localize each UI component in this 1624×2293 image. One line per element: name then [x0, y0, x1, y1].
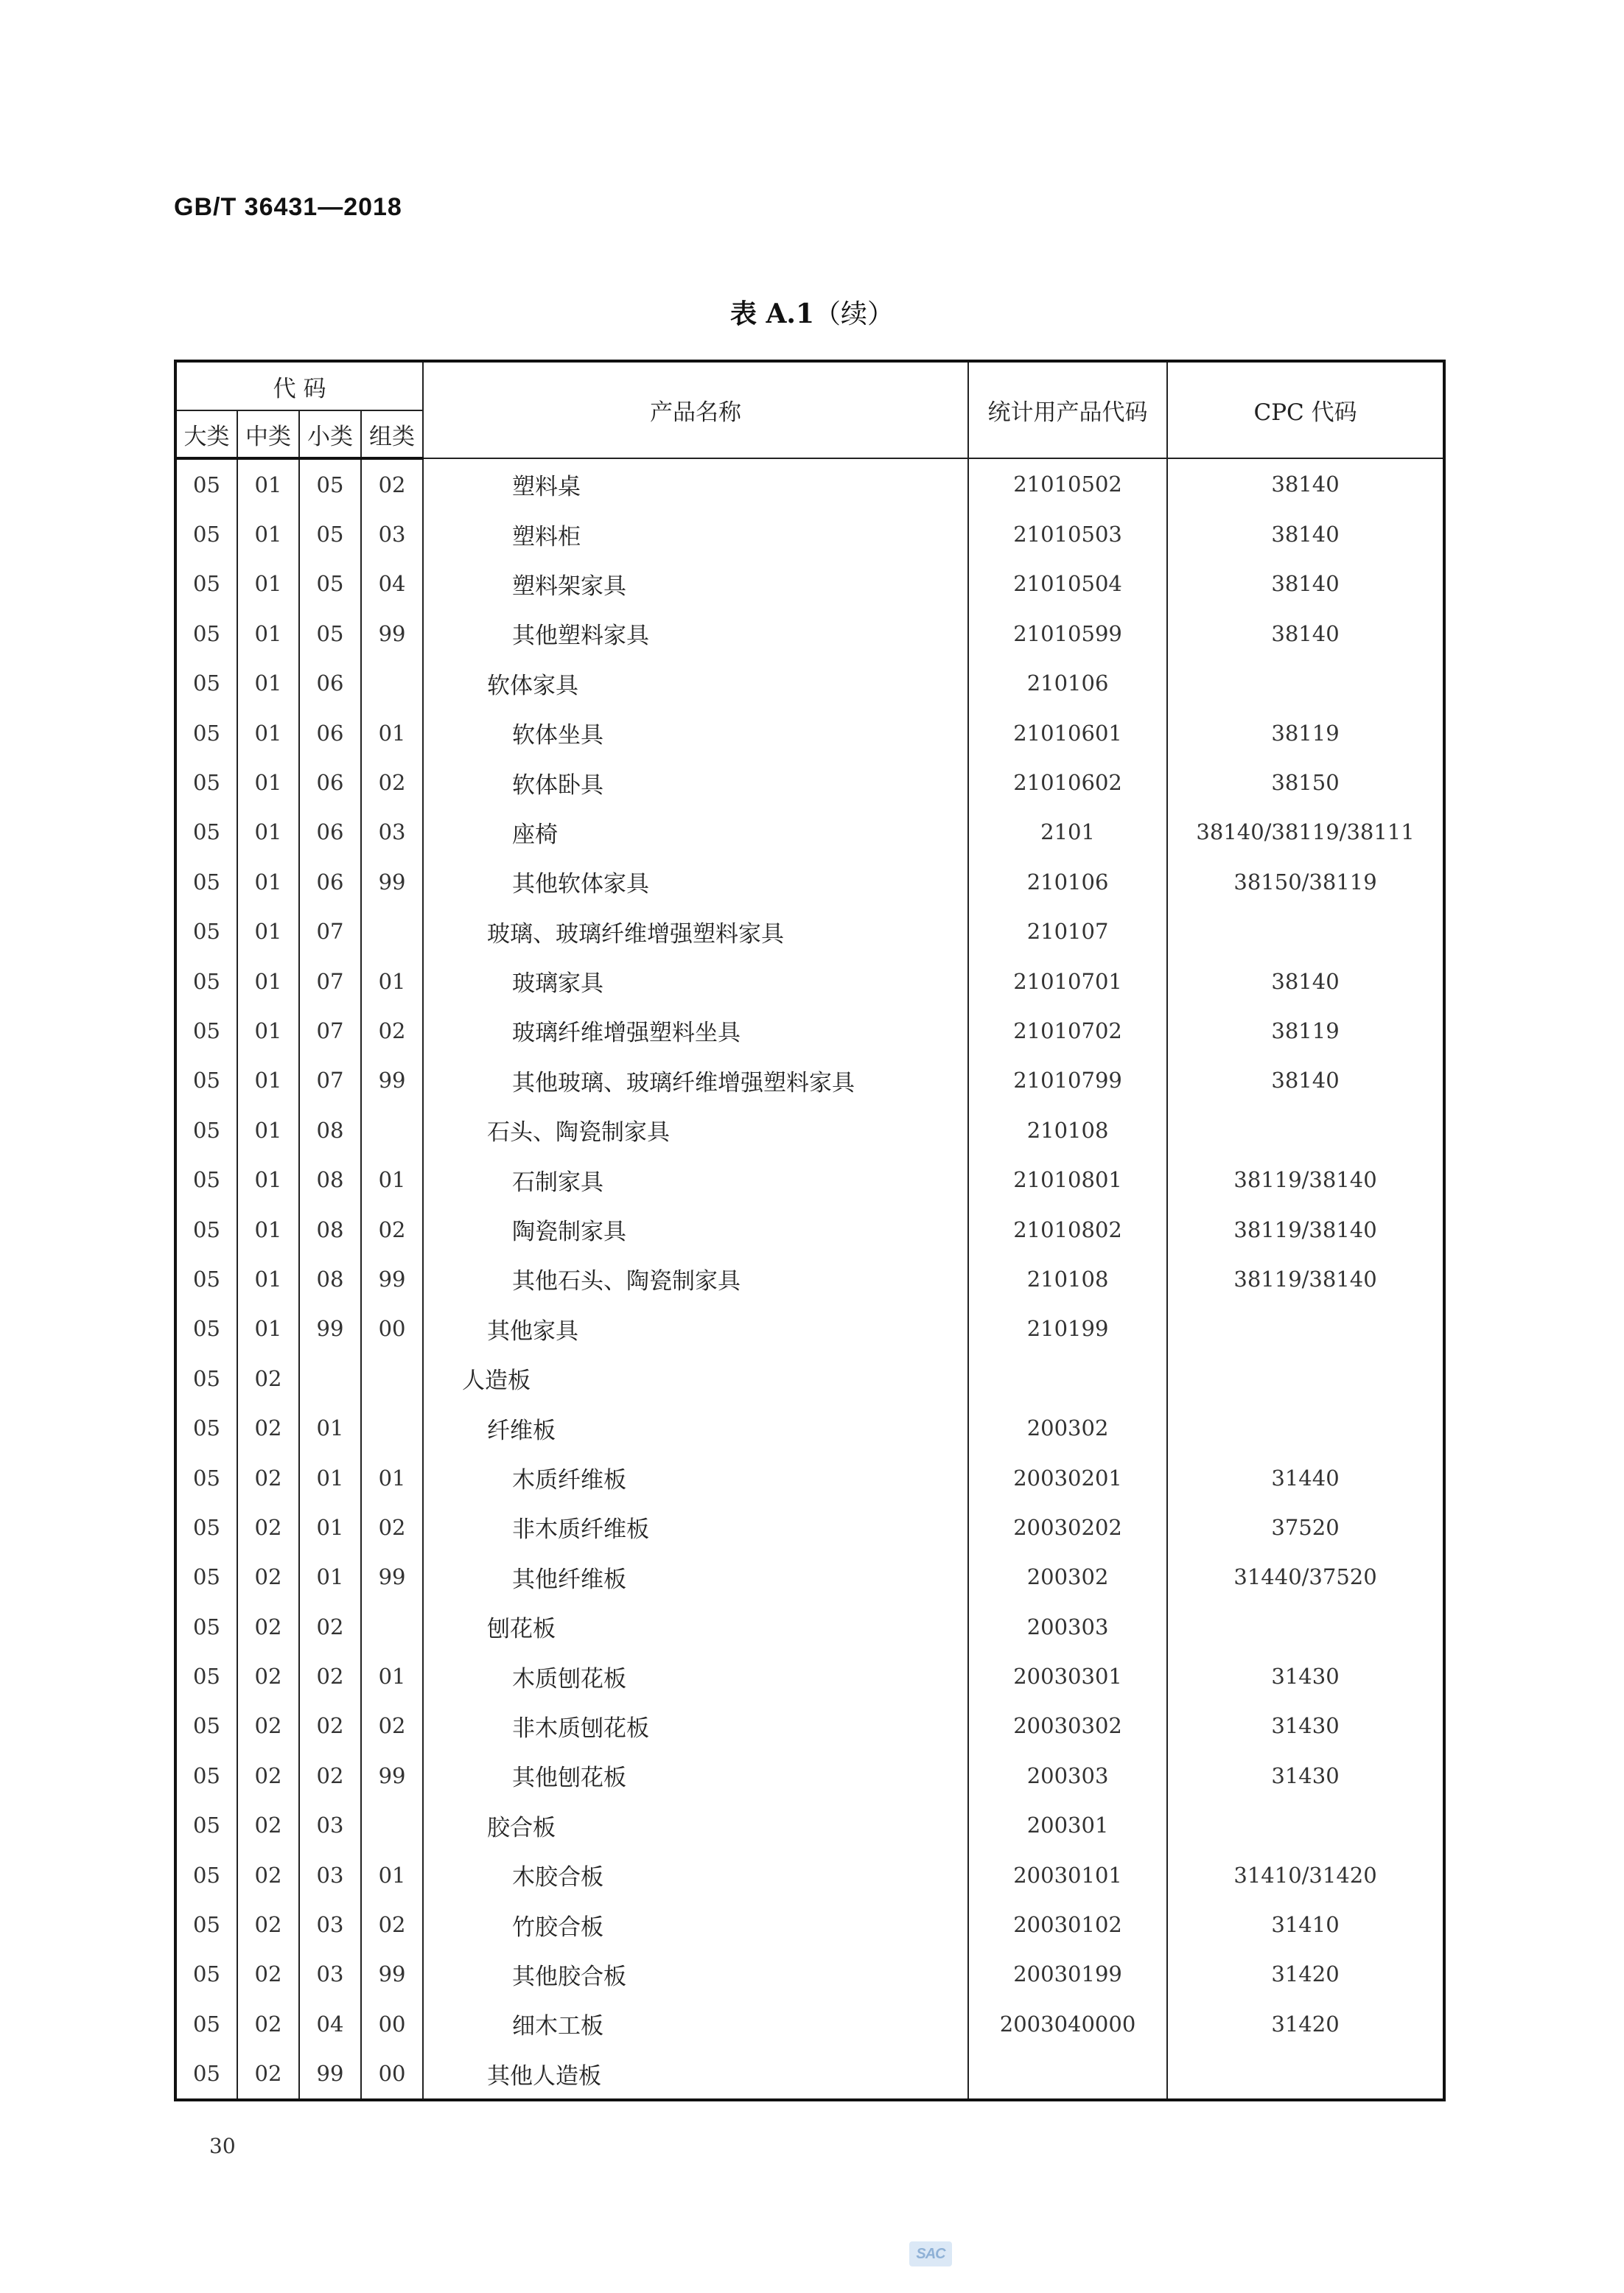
cpc-code-cell: 37520 [1167, 1502, 1444, 1552]
code-major-cell: 05 [175, 559, 237, 609]
product-name-cell: 塑料架家具 [423, 559, 968, 609]
table-title-suffix: （续） [814, 299, 895, 329]
cpc-code-cell [1167, 1105, 1444, 1155]
product-name-cell: 塑料桌 [423, 458, 968, 509]
cpc-code-cell: 31440 [1167, 1453, 1444, 1502]
code-group-cell: 01 [361, 1651, 423, 1701]
code-group-cell: 99 [361, 1254, 423, 1303]
product-name-cell: 玻璃家具 [423, 956, 968, 1006]
code-minor-cell: 07 [299, 907, 361, 956]
cpc-code-cell: 31410/31420 [1167, 1850, 1444, 1900]
code-major-cell: 05 [175, 1552, 237, 1602]
code-medium-cell: 01 [237, 659, 299, 708]
code-major-cell: 05 [175, 708, 237, 757]
product-name-cell: 竹胶合板 [423, 1900, 968, 1949]
table-row [175, 1950, 1444, 1999]
cpc-code-cell: 38119 [1167, 708, 1444, 757]
cpc-code-cell: 38119 [1167, 1006, 1444, 1055]
table-row [175, 1403, 1444, 1452]
product-name-cell: 塑料柜 [423, 509, 968, 559]
code-minor-cell: 01 [299, 1403, 361, 1452]
product-name-cell: 软体家具 [423, 659, 968, 708]
table-row [175, 1602, 1444, 1651]
stat-code-cell [968, 2049, 1167, 2100]
code-minor-cell: 08 [299, 1155, 361, 1204]
table-title-label: 表 A.1 [729, 298, 815, 329]
code-medium-cell: 01 [237, 857, 299, 906]
stat-code-cell: 21010701 [968, 956, 1167, 1006]
stat-code-cell: 200302 [968, 1552, 1167, 1602]
code-major-cell: 05 [175, 1304, 237, 1354]
code-minor-cell: 06 [299, 808, 361, 857]
product-name-header: 产品名称 [423, 361, 968, 458]
code-group-cell: 01 [361, 956, 423, 1006]
code-minor-cell: 99 [299, 1304, 361, 1354]
code-group-cell: 02 [361, 757, 423, 807]
product-name-cell: 玻璃、玻璃纤维增强塑料家具 [423, 907, 968, 956]
code-major-cell: 05 [175, 1999, 237, 2048]
code-group-cell: 02 [361, 1205, 423, 1254]
code-major-cell: 05 [175, 1205, 237, 1254]
product-name-cell: 非木质刨花板 [423, 1701, 968, 1751]
stat-code-cell: 200302 [968, 1403, 1167, 1452]
cpc-code-cell: 31430 [1167, 1751, 1444, 1800]
page-number: 30 [209, 2134, 236, 2158]
product-name-cell: 其他塑料家具 [423, 609, 968, 658]
stat-code-cell: 20030102 [968, 1900, 1167, 1949]
code-medium-cell: 01 [237, 1006, 299, 1055]
code-major-cell: 05 [175, 1006, 237, 1055]
code-group-cell: 02 [361, 458, 423, 509]
code-minor-cell: 05 [299, 559, 361, 609]
table-row [175, 1999, 1444, 2048]
code-major-cell: 05 [175, 1801, 237, 1850]
stat-code-cell: 2101 [968, 808, 1167, 857]
code-medium-cell: 01 [237, 609, 299, 658]
code-medium-cell: 02 [237, 1602, 299, 1651]
code-group-cell [361, 659, 423, 708]
code-minor-cell: 05 [299, 509, 361, 559]
major-header: 大类 [175, 410, 237, 458]
code-medium-cell: 01 [237, 808, 299, 857]
code-medium-cell: 01 [237, 1304, 299, 1354]
table-row [175, 1801, 1444, 1850]
code-minor-cell: 08 [299, 1254, 361, 1303]
product-name-cell: 木胶合板 [423, 1850, 968, 1900]
code-group-cell: 99 [361, 857, 423, 906]
cpc-code-cell: 31420 [1167, 1950, 1444, 1999]
code-major-cell: 05 [175, 1105, 237, 1155]
code-minor-cell: 01 [299, 1502, 361, 1552]
table-row [175, 509, 1444, 559]
stat-code-cell: 20030301 [968, 1651, 1167, 1701]
code-medium-cell: 02 [237, 1502, 299, 1552]
product-name-cell: 座椅 [423, 808, 968, 857]
code-major-cell: 05 [175, 2049, 237, 2100]
code-major-cell: 05 [175, 509, 237, 559]
code-medium-cell: 02 [237, 1850, 299, 1900]
stat-code-cell: 21010799 [968, 1056, 1167, 1105]
code-minor-cell: 07 [299, 1056, 361, 1105]
cpc-code-cell: 38119/38140 [1167, 1205, 1444, 1254]
cpc-code-cell [1167, 1403, 1444, 1452]
code-group-cell: 01 [361, 1850, 423, 1900]
table-row [175, 2049, 1444, 2100]
sac-logo: SAC [909, 2241, 952, 2266]
code-major-cell: 05 [175, 1403, 237, 1452]
product-name-cell: 纤维板 [423, 1403, 968, 1452]
stat-code-cell: 21010503 [968, 509, 1167, 559]
code-medium-cell: 01 [237, 1254, 299, 1303]
code-medium-cell: 01 [237, 757, 299, 807]
cpc-code-cell: 31420 [1167, 1999, 1444, 2048]
code-major-cell: 05 [175, 1751, 237, 1800]
table-row [175, 458, 1444, 509]
code-minor-cell: 06 [299, 659, 361, 708]
stat-code-cell: 21010702 [968, 1006, 1167, 1055]
stat-code-cell: 200303 [968, 1602, 1167, 1651]
cpc-code-cell: 31430 [1167, 1701, 1444, 1751]
code-group-cell [361, 1403, 423, 1452]
product-name-cell: 陶瓷制家具 [423, 1205, 968, 1254]
code-medium-cell: 01 [237, 907, 299, 956]
table-row [175, 708, 1444, 757]
code-group-cell: 03 [361, 509, 423, 559]
code-minor-cell: 08 [299, 1205, 361, 1254]
medium-header: 中类 [237, 410, 299, 458]
table-row [175, 1502, 1444, 1552]
code-minor-cell: 02 [299, 1602, 361, 1651]
table-row [175, 1850, 1444, 1900]
table-row [175, 1701, 1444, 1751]
stat-code-cell: 21010502 [968, 458, 1167, 509]
code-major-cell: 05 [175, 1602, 237, 1651]
code-major-cell: 05 [175, 1056, 237, 1105]
code-group-cell: 01 [361, 708, 423, 757]
cpc-code-cell [1167, 1801, 1444, 1850]
code-major-cell: 05 [175, 1701, 237, 1751]
product-name-cell: 胶合板 [423, 1801, 968, 1850]
stat-code-cell: 200301 [968, 1801, 1167, 1850]
code-minor-cell: 05 [299, 609, 361, 658]
code-medium-cell: 02 [237, 1552, 299, 1602]
code-group-cell: 01 [361, 1453, 423, 1502]
code-minor-cell: 07 [299, 1006, 361, 1055]
stat-code-cell: 210106 [968, 659, 1167, 708]
table-row [175, 1552, 1444, 1602]
code-minor-cell: 05 [299, 458, 361, 509]
product-name-cell: 石头、陶瓷制家具 [423, 1105, 968, 1155]
code-major-cell: 05 [175, 659, 237, 708]
code-major-cell: 05 [175, 1502, 237, 1552]
table-row [175, 559, 1444, 609]
code-group-cell: 00 [361, 2049, 423, 2100]
product-name-cell: 木质刨花板 [423, 1651, 968, 1701]
code-group-cell: 02 [361, 1701, 423, 1751]
table-row [175, 808, 1444, 857]
stat-code-cell: 210108 [968, 1105, 1167, 1155]
code-medium-cell: 02 [237, 1701, 299, 1751]
product-name-cell: 细木工板 [423, 1999, 968, 2048]
product-name-cell: 软体坐具 [423, 708, 968, 757]
code-group-cell: 04 [361, 559, 423, 609]
code-major-cell: 05 [175, 609, 237, 658]
stat-code-cell: 21010601 [968, 708, 1167, 757]
cpc-code-cell: 31410 [1167, 1900, 1444, 1949]
cpc-code-cell: 38150/38119 [1167, 857, 1444, 906]
code-medium-cell: 01 [237, 956, 299, 1006]
code-medium-cell: 01 [237, 1105, 299, 1155]
code-major-cell: 05 [175, 1254, 237, 1303]
code-medium-cell: 01 [237, 458, 299, 509]
stat-code-cell: 210106 [968, 857, 1167, 906]
table-row [175, 659, 1444, 708]
code-group-cell [361, 1602, 423, 1651]
cpc-code-cell: 38140 [1167, 1056, 1444, 1105]
table-row [175, 1304, 1444, 1354]
code-medium-cell: 01 [237, 1056, 299, 1105]
table-row [175, 1105, 1444, 1155]
code-major-cell: 05 [175, 1354, 237, 1403]
stat-code-cell: 21010802 [968, 1205, 1167, 1254]
cpc-code-cell: 38140 [1167, 559, 1444, 609]
stat-code-cell: 20030202 [968, 1502, 1167, 1552]
code-group-header: 代 码 [175, 361, 423, 410]
cpc-code-cell: 31430 [1167, 1651, 1444, 1701]
product-name-cell: 其他石头、陶瓷制家具 [423, 1254, 968, 1303]
cpc-code-cell: 38119/38140 [1167, 1155, 1444, 1204]
code-medium-cell: 02 [237, 1950, 299, 1999]
code-medium-cell: 02 [237, 1354, 299, 1403]
product-name-cell: 石制家具 [423, 1155, 968, 1204]
code-group-cell [361, 907, 423, 956]
stat-code-cell: 2003040000 [968, 1999, 1167, 2048]
cpc-code-cell: 38140/38119/38111 [1167, 808, 1444, 857]
table-row [175, 1056, 1444, 1105]
cpc-code-cell: 38150 [1167, 757, 1444, 807]
table-row [175, 1651, 1444, 1701]
table-row [175, 1354, 1444, 1403]
code-minor-cell: 03 [299, 1850, 361, 1900]
product-name-cell: 其他玻璃、玻璃纤维增强塑料家具 [423, 1056, 968, 1105]
table-row [175, 757, 1444, 807]
code-group-cell: 99 [361, 1950, 423, 1999]
product-name-cell: 其他纤维板 [423, 1552, 968, 1602]
cpc-code-cell: 38140 [1167, 956, 1444, 1006]
standard-number: GB/T 36431—2018 [174, 193, 402, 221]
code-group-cell [361, 1354, 423, 1403]
code-group-cell: 99 [361, 609, 423, 658]
code-medium-cell: 01 [237, 708, 299, 757]
table-title [0, 293, 1624, 331]
code-major-cell: 05 [175, 1155, 237, 1204]
stat-code-header: 统计用产品代码 [968, 361, 1167, 458]
table-row [175, 857, 1444, 906]
code-medium-cell: 01 [237, 1155, 299, 1204]
code-medium-cell: 02 [237, 1900, 299, 1949]
code-minor-cell: 02 [299, 1751, 361, 1800]
code-medium-cell: 01 [237, 509, 299, 559]
stat-code-cell: 20030199 [968, 1950, 1167, 1999]
code-group-cell: 02 [361, 1006, 423, 1055]
code-medium-cell: 02 [237, 1751, 299, 1800]
code-medium-cell: 02 [237, 1999, 299, 2048]
stat-code-cell: 21010602 [968, 757, 1167, 807]
product-name-cell: 其他刨花板 [423, 1751, 968, 1800]
table-row [175, 907, 1444, 956]
table-row [175, 609, 1444, 658]
code-medium-cell: 02 [237, 1403, 299, 1452]
code-major-cell: 05 [175, 1453, 237, 1502]
code-major-cell: 05 [175, 1850, 237, 1900]
code-minor-cell: 06 [299, 708, 361, 757]
code-major-cell: 05 [175, 907, 237, 956]
table-body [175, 458, 1444, 2100]
product-name-cell: 其他软体家具 [423, 857, 968, 906]
code-minor-cell: 04 [299, 1999, 361, 2048]
cpc-code-header: CPC 代码 [1167, 361, 1444, 458]
table-row [175, 956, 1444, 1006]
minor-header: 小类 [299, 410, 361, 458]
stat-code-cell: 20030101 [968, 1850, 1167, 1900]
code-minor-cell: 07 [299, 956, 361, 1006]
table-row [175, 1900, 1444, 1949]
code-minor-cell [299, 1354, 361, 1403]
stat-code-cell: 20030201 [968, 1453, 1167, 1502]
product-code-table [174, 360, 1446, 2101]
product-name-cell: 软体卧具 [423, 757, 968, 807]
code-minor-cell: 02 [299, 1701, 361, 1751]
code-minor-cell: 06 [299, 857, 361, 906]
product-name-cell: 非木质纤维板 [423, 1502, 968, 1552]
code-medium-cell: 02 [237, 1651, 299, 1701]
stat-code-cell: 210199 [968, 1304, 1167, 1354]
code-group-cell: 02 [361, 1900, 423, 1949]
stat-code-cell: 210107 [968, 907, 1167, 956]
code-medium-cell: 01 [237, 559, 299, 609]
code-minor-cell: 06 [299, 757, 361, 807]
code-major-cell: 05 [175, 458, 237, 509]
cpc-code-cell: 38140 [1167, 458, 1444, 509]
group-header: 组类 [361, 410, 423, 458]
code-minor-cell: 01 [299, 1552, 361, 1602]
code-major-cell: 05 [175, 857, 237, 906]
stat-code-cell: 200303 [968, 1751, 1167, 1800]
stat-code-cell: 20030302 [968, 1701, 1167, 1751]
code-minor-cell: 08 [299, 1105, 361, 1155]
code-medium-cell: 02 [237, 1801, 299, 1850]
table-row [175, 1453, 1444, 1502]
code-group-cell: 01 [361, 1155, 423, 1204]
stat-code-cell: 21010801 [968, 1155, 1167, 1204]
cpc-code-cell: 31440/37520 [1167, 1552, 1444, 1602]
code-minor-cell: 02 [299, 1651, 361, 1701]
product-name-cell: 人造板 [423, 1354, 968, 1403]
table-row [175, 1751, 1444, 1800]
code-minor-cell: 03 [299, 1801, 361, 1850]
code-medium-cell: 01 [237, 1205, 299, 1254]
cpc-code-cell: 38140 [1167, 609, 1444, 658]
code-group-cell: 99 [361, 1056, 423, 1105]
code-medium-cell: 02 [237, 1453, 299, 1502]
code-medium-cell: 02 [237, 2049, 299, 2100]
stat-code-cell: 21010504 [968, 559, 1167, 609]
code-major-cell: 05 [175, 757, 237, 807]
cpc-code-cell [1167, 2049, 1444, 2100]
table-row [175, 1254, 1444, 1303]
product-name-cell: 刨花板 [423, 1602, 968, 1651]
code-minor-cell: 03 [299, 1950, 361, 1999]
code-group-cell [361, 1105, 423, 1155]
code-major-cell: 05 [175, 1651, 237, 1701]
cpc-code-cell: 38119/38140 [1167, 1254, 1444, 1303]
cpc-code-cell [1167, 1602, 1444, 1651]
product-name-cell: 玻璃纤维增强塑料坐具 [423, 1006, 968, 1055]
stat-code-cell: 21010599 [968, 609, 1167, 658]
cpc-code-cell [1167, 659, 1444, 708]
code-major-cell: 05 [175, 1900, 237, 1949]
code-group-cell [361, 1801, 423, 1850]
code-minor-cell: 03 [299, 1900, 361, 1949]
product-name-cell: 木质纤维板 [423, 1453, 968, 1502]
code-major-cell: 05 [175, 1950, 237, 1999]
code-group-cell: 99 [361, 1552, 423, 1602]
table-row [175, 1155, 1444, 1204]
code-minor-cell: 99 [299, 2049, 361, 2100]
code-group-cell: 00 [361, 1304, 423, 1354]
stat-code-cell: 210108 [968, 1254, 1167, 1303]
code-group-cell: 03 [361, 808, 423, 857]
code-minor-cell: 01 [299, 1453, 361, 1502]
cpc-code-cell [1167, 1354, 1444, 1403]
cpc-code-cell [1167, 907, 1444, 956]
code-group-cell: 02 [361, 1502, 423, 1552]
code-group-cell: 99 [361, 1751, 423, 1800]
stat-code-cell [968, 1354, 1167, 1403]
product-name-cell: 其他胶合板 [423, 1950, 968, 1999]
code-major-cell: 05 [175, 808, 237, 857]
table-row [175, 1006, 1444, 1055]
product-name-cell: 其他人造板 [423, 2049, 968, 2100]
code-major-cell: 05 [175, 956, 237, 1006]
product-name-cell: 其他家具 [423, 1304, 968, 1354]
code-group-cell: 00 [361, 1999, 423, 2048]
cpc-code-cell: 38140 [1167, 509, 1444, 559]
table-row [175, 1205, 1444, 1254]
cpc-code-cell [1167, 1304, 1444, 1354]
